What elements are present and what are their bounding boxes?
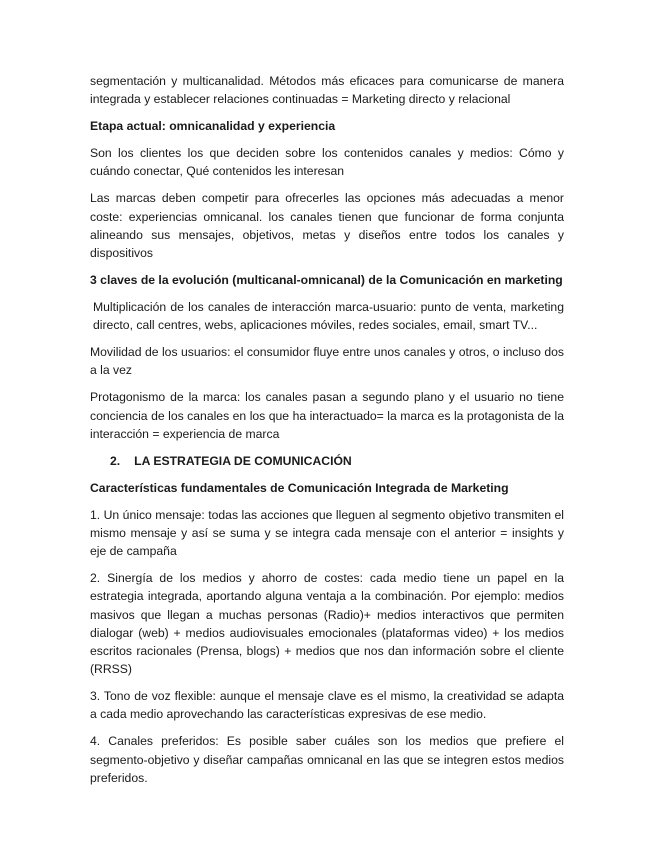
heading-etapa-actual: Etapa actual: omnicanalidad y experiencia [90,119,336,134]
paragraph-unico-mensaje: 1. Un único mensaje: todas las acciones que lleguen al segmento objetivo transmiten el mismo mensaje y así se suma y se integra cada mensaje con el anterior = insights y eje de campaña [90,507,564,559]
document-page [90,72,564,796]
section-number: 2. [110,453,121,468]
paragraph-segmentacion: segmentación y multicanalidad. Métodos más eficaces para comunicarse de manera integrada y establecer relaciones continuadas = Marketing directo y relacional [90,74,564,107]
paragraph-clientes-deciden: Son los clientes los que deciden sobre los contenidos canales y medios: Cómo y cuándo conectar, Qué contenidos les interesan [90,146,564,179]
paragraph-marcas-compiten: Las marcas deben competir para ofrecerles las opciones más adecuadas a menor coste: experiencias omnicanal. los canales tienen que funcionar de forma conjunta alineando sus mensajes, objetivos, metas y diseños entre todos los canales y dispositivos [90,191,564,261]
paragraph-protagonismo-marca: Protagonismo de la marca: los canales pasan a segundo plano y el usuario no tiene conciencia de los canales en los que ha interactuado= la marca es la protagonista de la interacción = experiencia de marca [90,390,564,441]
section-heading-estrategia [90,452,564,470]
section-title: LA ESTRATEGIA DE COMUNICACIÓN [134,453,352,468]
paragraph-canales-preferidos: 4. Canales preferidos: Es posible saber cuáles son los medios que prefiere el segmento-objetivo y diseñar campañas omnicanal en las que se integren estos medios preferidos. [90,734,564,785]
paragraph-multiplicacion-canales: Multiplicación de los canales de interacción marca-usuario: punto de venta, marketing directo, call centres, webs, aplicaciones móviles, redes sociales, email, smart TV... [93,300,564,333]
paragraph-tono-voz: 3. Tono de voz flexible: aunque el mensaje clave es el mismo, la creatividad se adapta a cada medio aprovechando las características expresivas de ese medio. [90,689,564,722]
paragraph-movilidad-usuarios: Movilidad de los usuarios: el consumidor fluye entre unos canales y otros, o incluso dos a la vez [90,345,564,378]
heading-3-claves: 3 claves de la evolución (multicanal-omnicanal) de la Comunicación en marketing [90,273,563,288]
heading-caracteristicas-cim: Características fundamentales de Comunicación Integrada de Marketing [90,480,509,495]
paragraph-sinergia-medios: 2. Sinergía de los medios y ahorro de costes: cada medio tiene un papel en la estrategia integrada, aportando alguna ventaja a la combinación. Por ejemplo: medios masivos que llegan a muchas personas (Radio)+ medios interactivos que permiten dialogar (web) + medios audiovisuales emocionales (plataformas video) + los medios escritos racionales (Prensa, blogs) + medios que nos dan información sobre el cliente (RRSS) [90,571,564,677]
